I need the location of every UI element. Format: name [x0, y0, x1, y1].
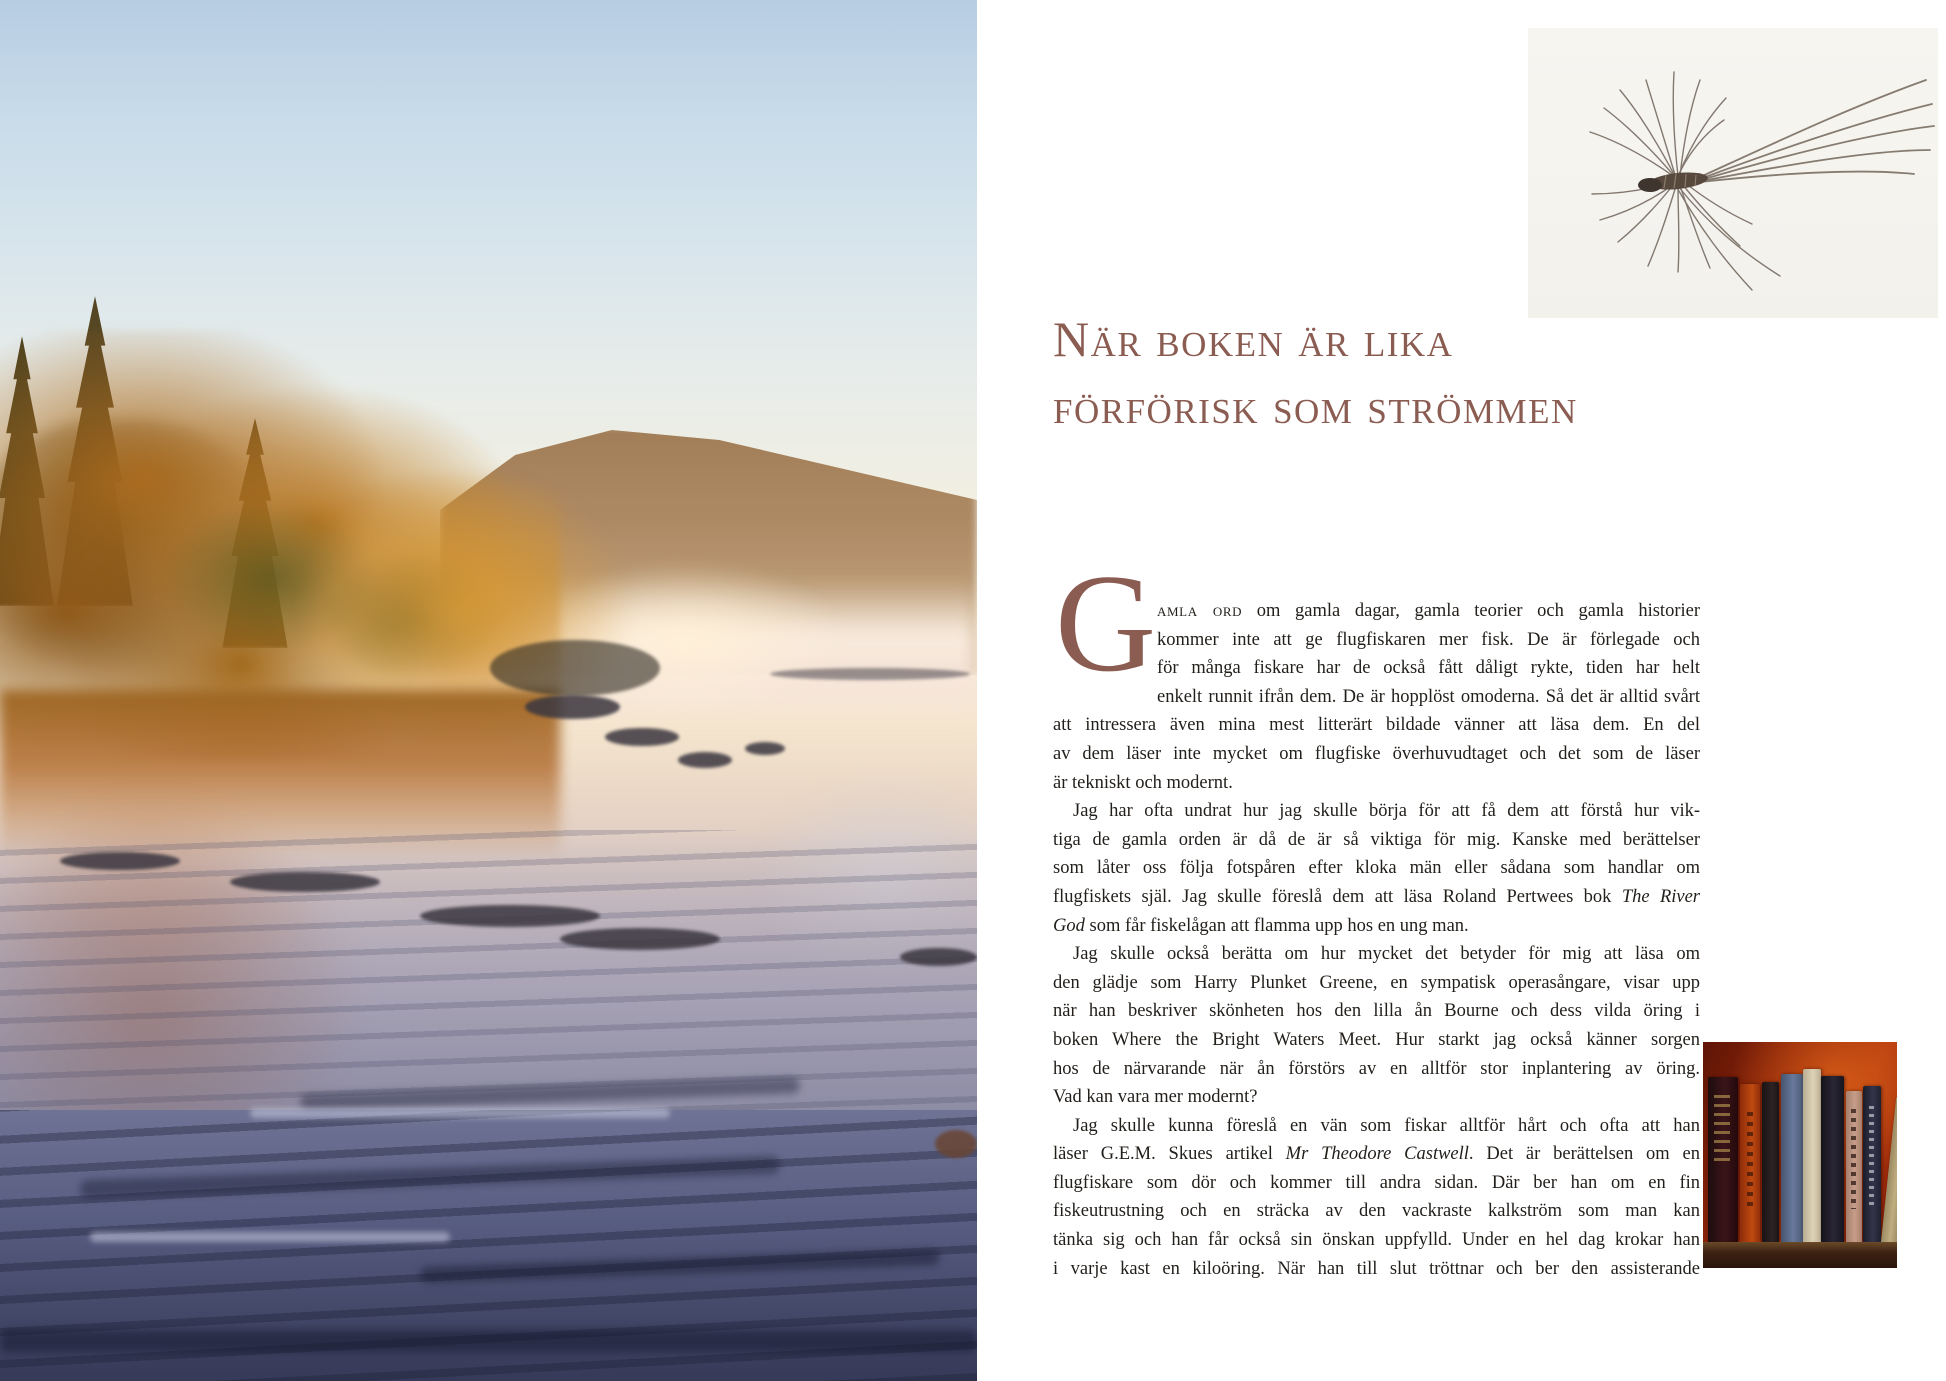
book-spine	[1762, 1082, 1779, 1242]
rock	[678, 752, 732, 768]
text-line: den glädje som Harry Plunket Greene, en sympatisk operasångare, visar upp	[1053, 972, 1700, 993]
book-spine	[1821, 1076, 1844, 1242]
rock	[605, 728, 679, 746]
text-line: tiga de gamla orden är då de är så viktiga för mig. Kanske med berättelser	[1053, 829, 1700, 850]
italic-text: The River	[1621, 886, 1700, 907]
rock	[420, 905, 600, 927]
rock	[935, 1130, 977, 1158]
book-spine	[1708, 1077, 1738, 1242]
rock	[900, 948, 977, 966]
paragraph	[1053, 797, 1700, 940]
text-line: läser G.E.M. Skues artikel Mr Theodore Castwell. Det är berättelsen om en	[1053, 1144, 1700, 1165]
text-line: flugfiskets själ. Jag skulle föreslå dem att läsa Roland Pertwees bok The River	[1053, 886, 1700, 907]
text-line: som låter oss följa fotspåren efter kloka män eller sådana som handlar om	[1053, 858, 1700, 879]
rock	[745, 742, 785, 755]
italic-text: Mr Theodore Castwell	[1285, 1144, 1469, 1165]
text-line: i varje kast en kiloöring. När han till slut tröttnar och ber den assisterande	[1053, 1258, 1700, 1279]
italic-text: God	[1053, 915, 1085, 936]
water-surface	[0, 830, 977, 1130]
book-spine	[1863, 1086, 1881, 1242]
text-line: av dem läser inte mycket om flugfiske överhuvudtaget och det som de läser	[1053, 743, 1700, 764]
chapter-title-line1: När boken är lika	[1053, 311, 1454, 367]
book-spine	[1781, 1074, 1803, 1242]
drop-cap: G	[1055, 546, 1157, 701]
text-line: för många fiskare har de också fått dåligt rykte, tiden har helt	[1157, 658, 1700, 679]
text-line: hos de närvarande när ån förstörs av en alltför stor inplantering av öring.	[1053, 1058, 1700, 1079]
dry-fly-illustration	[1528, 28, 1938, 318]
small-caps-text: amla ord	[1157, 601, 1243, 621]
book-spine	[1803, 1069, 1821, 1242]
paragraph	[1053, 1112, 1700, 1284]
rock	[525, 695, 620, 719]
fly-icon	[1528, 28, 1938, 318]
text-line: tänka sig och han får också sin önskan uppfylld. Under en hel dag krokar han	[1053, 1230, 1700, 1251]
book-spine	[1846, 1091, 1862, 1242]
text-line: är tekniskt och modernt.	[1053, 772, 1233, 793]
text-line: Vad kan vara mer modernt?	[1053, 1087, 1258, 1108]
text-line: enkelt runnit ifrån dem. De är hopplöst omoderna. Så det är alltid svårt	[1157, 686, 1700, 707]
wave-shadow	[0, 1330, 977, 1352]
paragraph	[1053, 546, 1700, 797]
text-line: fiskeutrustning och en sträcka av den vackraste kalkström som man kan	[1053, 1201, 1700, 1222]
rock	[60, 852, 180, 870]
foam-streak	[250, 1108, 670, 1118]
text-line: God som får fiskelågan att flamma upp hos en ung man.	[1053, 915, 1469, 936]
paragraph	[1053, 940, 1700, 1112]
rock	[230, 872, 380, 892]
text-line: amla ord om gamla dagar, gamla teorier och gamla historier	[1157, 601, 1700, 621]
book-spine	[1881, 1097, 1897, 1244]
text-line: Jag skulle kunna föreslå en vän som fiskar alltför hårt och ofta att han	[1073, 1115, 1700, 1136]
text-page	[977, 0, 1946, 1381]
bookshelf-photo	[1703, 1042, 1897, 1268]
shelf	[1703, 1242, 1897, 1268]
text-line: Jag har ofta undrat hur jag skulle börja för att få dem att förstå hur vik-	[1073, 801, 1700, 822]
shore-rocks	[490, 640, 660, 696]
chapter-title-line2: förförisk som strömmen	[1053, 378, 1578, 434]
text-line: boken Where the Bright Waters Meet. Hur starkt jag också känner sorgen	[1053, 1029, 1700, 1050]
text-line: kommer inte att ge flugfiskaren mer fisk. De är förlegade och	[1157, 629, 1700, 650]
book-spine	[1740, 1084, 1760, 1242]
text-line: Jag skulle också berätta om hur mycket det betyder för mig att läsa om	[1073, 944, 1700, 965]
text-line: när han beskriver skönheten hos den lilla ån Bourne och dess vilda öring i	[1053, 1001, 1700, 1022]
foam-streak	[90, 1232, 450, 1242]
text-line: flugfiskare som dör och kommer till andra sidan. Där ber han om en fin	[1053, 1172, 1700, 1193]
chapter-title	[1053, 306, 1753, 440]
rock	[560, 928, 720, 950]
rock-band	[770, 668, 970, 680]
body-text	[1053, 546, 1700, 1283]
text-line: att intressera även mina mest litterärt bildade vänner att läsa dem. En del	[1053, 715, 1700, 736]
